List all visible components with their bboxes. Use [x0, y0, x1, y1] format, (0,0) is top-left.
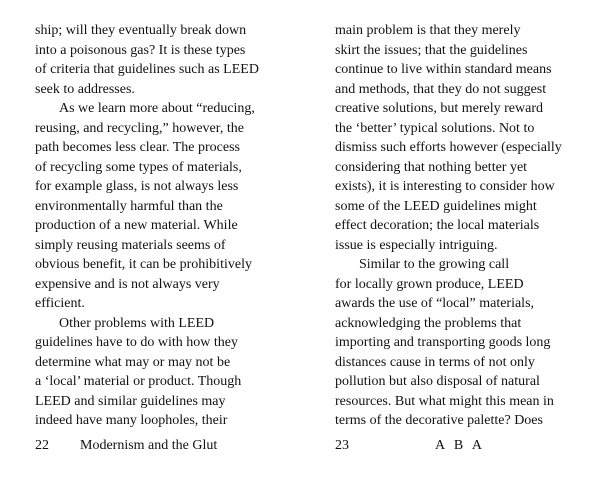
- text-line: As we learn more about “reducing,: [59, 101, 255, 116]
- text-line: effect decoration; the local materials: [335, 218, 540, 233]
- right-page: [300, 0, 600, 486]
- right-page-number: 23: [335, 438, 349, 453]
- text-line: environmentally harmful than the: [35, 198, 223, 214]
- text-line: the ‘better’ typical solutions. Not to: [335, 120, 535, 136]
- text-line: of recycling some types of materials,: [35, 159, 242, 175]
- text-line: LEED and similar guidelines may: [35, 393, 226, 409]
- text-line: considering that nothing better yet: [335, 159, 528, 175]
- text-line: simply reusing materials seems of: [35, 237, 226, 253]
- text-line: reusing, and recycling,” however, the: [35, 120, 244, 136]
- text-line: acknowledging the problems that: [335, 315, 522, 331]
- text-line: exists), it is interesting to consider how: [335, 179, 555, 194]
- text-line: resources. But what might this mean in: [335, 393, 554, 409]
- text-line: seek to addresses.: [35, 81, 135, 97]
- text-line: Similar to the growing call: [359, 257, 510, 272]
- text-line: pollution but also disposal of natural: [335, 374, 540, 389]
- text-line: a ‘local’ material or product. Though: [35, 374, 242, 389]
- text-line: some of the LEED guidelines might: [335, 198, 537, 214]
- left-body-text: [35, 21, 275, 431]
- text-line: determine what may or may not be: [35, 354, 231, 370]
- text-line: of criteria that guidelines such as LEED: [35, 62, 259, 77]
- text-line: terms of the decorative palette? Does: [335, 413, 543, 428]
- text-line: Other problems with LEED: [59, 315, 215, 331]
- text-line: skirt the issues; that the guidelines: [335, 42, 528, 58]
- text-line: importing and transporting goods long: [335, 335, 551, 350]
- text-line: creative solutions, but merely reward: [335, 101, 543, 116]
- text-line: and methods, that they do not suggest: [335, 81, 547, 97]
- text-line: path becomes less clear. The process: [35, 140, 241, 155]
- right-body-text: [335, 21, 577, 431]
- text-line: into a poisonous gas? It is these types: [35, 42, 246, 58]
- text-line: awards the use of “local” materials,: [335, 296, 535, 311]
- text-line: obvious benefit, it can be prohibitively: [35, 257, 252, 272]
- text-line: for example glass, is not always less: [35, 179, 239, 194]
- text-line: guidelines have to do with how they: [35, 335, 238, 350]
- text-line: indeed have many loopholes, their: [35, 413, 228, 428]
- text-line: ship; will they eventually break down: [35, 23, 247, 38]
- text-line: distances cause in terms of not only: [335, 354, 535, 370]
- text-line: issue is especially intriguing.: [335, 237, 498, 253]
- text-line: dismiss such efforts however (especially: [335, 140, 562, 155]
- text-line: production of a new material. While: [35, 218, 238, 233]
- left-page-number: 22: [35, 438, 49, 453]
- text-line: main problem is that they merely: [335, 23, 521, 38]
- text-line: continue to live within standard means: [335, 62, 552, 77]
- left-running-head: Modernism and the Glut: [80, 438, 218, 453]
- text-line: efficient.: [35, 296, 85, 311]
- right-running-head: A B A: [435, 438, 486, 453]
- text-line: expensive and is not always very: [35, 276, 220, 292]
- text-line: for locally grown produce, LEED: [335, 276, 524, 292]
